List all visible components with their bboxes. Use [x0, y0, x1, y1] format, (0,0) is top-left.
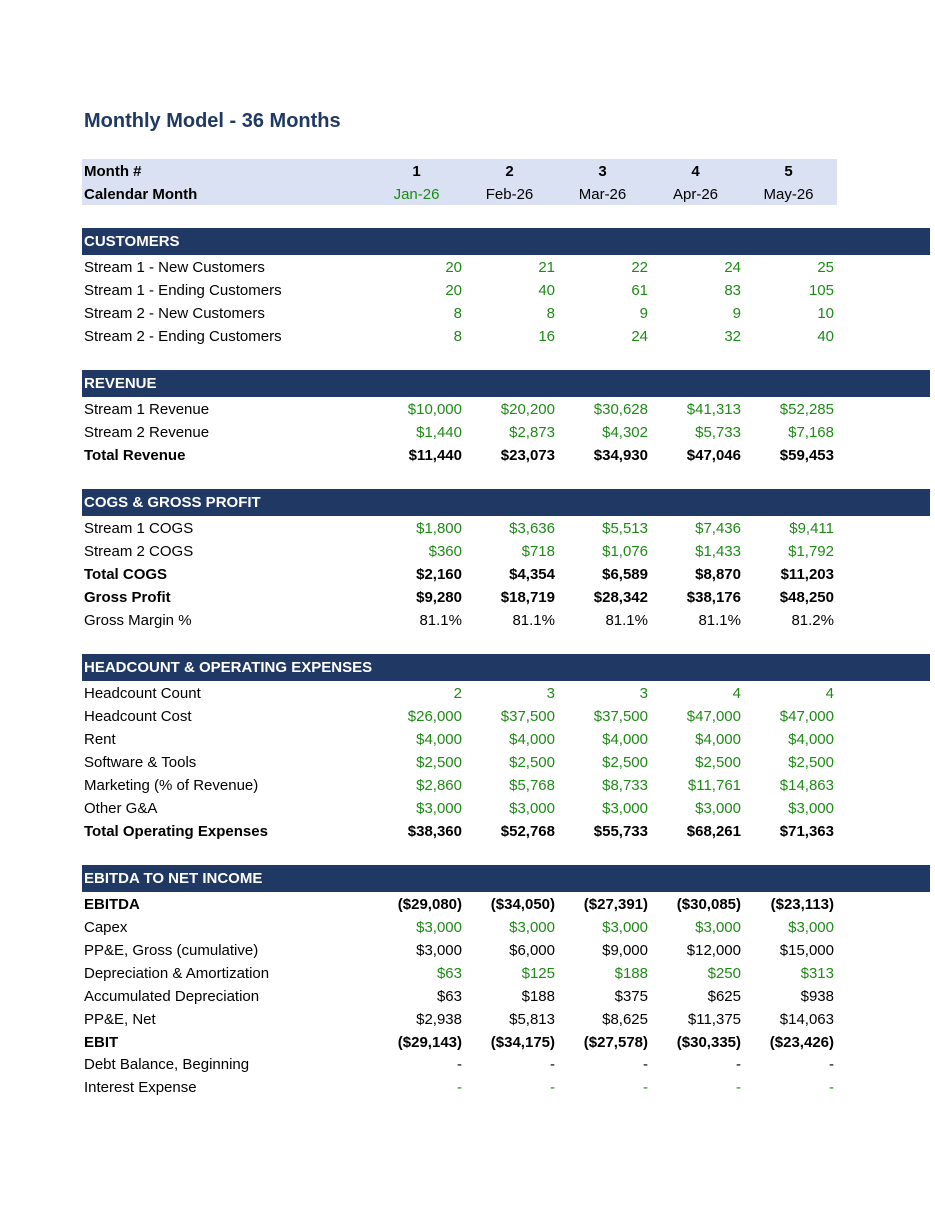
table-cell: 21	[538, 259, 555, 276]
table-cell: $5,733	[695, 424, 741, 441]
table-cell: $37,500	[500, 708, 555, 725]
row-label: Capex	[84, 919, 128, 936]
month-header	[82, 159, 837, 205]
row-label: PP&E, Gross (cumulative)	[84, 942, 259, 959]
table-cell: $4,354	[509, 566, 555, 583]
table-cell: 16	[538, 328, 555, 345]
table-cell: $47,046	[686, 447, 741, 464]
row-label: Rent	[84, 731, 116, 748]
calendar-month-cell: Mar-26	[578, 186, 627, 203]
table-cell: $47,000	[779, 708, 834, 725]
table-cell: $2,500	[695, 754, 741, 771]
table-cell: -	[736, 1056, 741, 1073]
table-cell: -	[457, 1079, 462, 1096]
table-cell: $11,440	[408, 447, 462, 464]
table-cell: $11,203	[780, 566, 834, 583]
table-cell: $313	[800, 965, 834, 982]
section-title: COGS & GROSS PROFIT	[84, 494, 261, 511]
table-cell: $8,733	[602, 777, 648, 794]
table-cell: 9	[639, 305, 648, 322]
section-title: EBITDA TO NET INCOME	[84, 870, 263, 887]
table-cell: $52,768	[500, 823, 555, 840]
table-cell: 40	[538, 282, 555, 299]
section-header-ebitda	[82, 865, 930, 892]
table-cell: 32	[724, 328, 741, 345]
table-cell: $2,500	[788, 754, 834, 771]
table-cell: $3,000	[416, 919, 462, 936]
calendar-month-cell: Apr-26	[672, 186, 719, 203]
table-cell: 20	[445, 259, 462, 276]
row-label: Marketing (% of Revenue)	[84, 777, 259, 794]
table-cell: 81.2%	[791, 612, 834, 629]
table-cell: 2	[453, 685, 462, 702]
table-cell: ($30,085)	[676, 896, 741, 913]
table-cell: ($30,335)	[676, 1034, 741, 1051]
table-cell: $71,363	[779, 823, 834, 840]
table-cell: $4,000	[788, 731, 834, 748]
table-cell: 3	[546, 685, 555, 702]
table-cell: $3,000	[602, 800, 648, 817]
table-cell: $1,440	[416, 424, 462, 441]
table-cell: $4,000	[695, 731, 741, 748]
section-title: HEADCOUNT & OPERATING EXPENSES	[84, 659, 373, 676]
month-number-cell: 2	[505, 163, 514, 180]
row-label: Total COGS	[84, 566, 168, 583]
table-cell: ($34,050)	[490, 896, 555, 913]
row-label: PP&E, Net	[84, 1011, 156, 1028]
table-cell: $360	[428, 543, 462, 560]
table-cell: $47,000	[686, 708, 741, 725]
table-cell: $188	[521, 988, 555, 1005]
row-label: EBITDA	[84, 896, 140, 913]
table-cell: $34,930	[593, 447, 648, 464]
table-cell: 61	[631, 282, 648, 299]
table-cell: 3	[639, 685, 648, 702]
row-label: Gross Profit	[84, 589, 171, 606]
table-cell: $250	[707, 965, 741, 982]
table-cell: ($27,578)	[583, 1034, 648, 1051]
table-cell: $3,000	[788, 800, 834, 817]
table-cell: 81.1%	[419, 612, 462, 629]
table-cell: -	[829, 1079, 834, 1096]
table-cell: $2,160	[416, 566, 462, 583]
table-cell: $4,000	[602, 731, 648, 748]
table-cell: $9,411	[789, 520, 834, 537]
table-cell: $5,768	[509, 777, 555, 794]
table-cell: $2,938	[416, 1011, 462, 1028]
table-cell: $9,000	[602, 942, 648, 959]
table-cell: 81.1%	[605, 612, 648, 629]
table-cell: 81.1%	[698, 612, 741, 629]
table-cell: -	[829, 1056, 834, 1073]
table-cell: $3,000	[416, 942, 462, 959]
table-cell: $28,342	[593, 589, 648, 606]
row-label: Stream 2 COGS	[84, 543, 194, 560]
table-cell: 8	[453, 328, 462, 345]
table-cell: 24	[631, 328, 648, 345]
table-cell: 24	[724, 259, 741, 276]
table-cell: $18,719	[500, 589, 555, 606]
table-cell: $3,636	[509, 520, 555, 537]
table-cell: $68,261	[686, 823, 741, 840]
row-label: Stream 1 COGS	[84, 520, 194, 537]
month-number-cell: 1	[412, 163, 421, 180]
table-cell: $6,589	[602, 566, 648, 583]
table-cell: $2,500	[416, 754, 462, 771]
table-cell: -	[550, 1056, 555, 1073]
table-cell: $9,280	[416, 589, 462, 606]
table-cell: $3,000	[788, 919, 834, 936]
table-cell: $8,870	[695, 566, 741, 583]
month-number-cell: 5	[784, 163, 793, 180]
table-cell: ($34,175)	[490, 1034, 555, 1051]
table-cell: $4,000	[416, 731, 462, 748]
table-cell: $6,000	[509, 942, 555, 959]
month-number-label: Month #	[84, 163, 142, 180]
table-cell: $3,000	[695, 800, 741, 817]
table-cell: $1,800	[416, 520, 462, 537]
table-cell: 81.1%	[512, 612, 555, 629]
table-cell: $3,000	[416, 800, 462, 817]
table-cell: $7,436	[695, 520, 741, 537]
row-label: Other G&A	[84, 800, 158, 817]
table-cell: ($29,143)	[397, 1034, 462, 1051]
table-cell: $30,628	[593, 401, 648, 418]
table-cell: $10,000	[407, 401, 462, 418]
row-label: Stream 1 Revenue	[84, 401, 210, 418]
table-cell: $55,733	[593, 823, 648, 840]
table-cell: $718	[521, 543, 555, 560]
table-cell: ($27,391)	[583, 896, 648, 913]
section-header-opex	[82, 654, 930, 681]
section-header-revenue	[82, 370, 930, 397]
row-label: EBIT	[84, 1034, 119, 1051]
table-cell: 22	[631, 259, 648, 276]
table-cell: $38,360	[407, 823, 462, 840]
table-cell: $3,000	[602, 919, 648, 936]
row-label: Accumulated Depreciation	[84, 988, 260, 1005]
row-label: Depreciation & Amortization	[84, 965, 270, 982]
table-cell: $26,000	[407, 708, 462, 725]
table-cell: 10	[817, 305, 834, 322]
table-cell: $2,860	[416, 777, 462, 794]
table-cell: $8,625	[602, 1011, 648, 1028]
section-title: CUSTOMERS	[84, 233, 180, 250]
row-label: Total Revenue	[84, 447, 186, 464]
table-cell: -	[643, 1079, 648, 1096]
table-cell: $23,073	[500, 447, 555, 464]
row-label: Headcount Count	[84, 685, 201, 702]
table-cell: 4	[825, 685, 834, 702]
table-cell: ($29,080)	[397, 896, 462, 913]
table-cell: $3,000	[509, 919, 555, 936]
page-title: Monthly Model - 36 Months	[84, 110, 341, 132]
table-cell: $20,200	[500, 401, 555, 418]
table-cell: $188	[614, 965, 648, 982]
table-cell: -	[457, 1056, 462, 1073]
table-cell: $938	[800, 988, 834, 1005]
table-cell: $2,500	[509, 754, 555, 771]
table-cell: $3,000	[695, 919, 741, 936]
table-cell: $5,813	[509, 1011, 555, 1028]
table-cell: $125	[521, 965, 555, 982]
table-cell: $375	[614, 988, 648, 1005]
row-label: Debt Balance, Beginning	[84, 1056, 250, 1073]
table-cell: -	[643, 1056, 648, 1073]
table-cell: $11,375	[687, 1011, 741, 1028]
table-cell: $2,873	[509, 424, 555, 441]
table-cell: 8	[453, 305, 462, 322]
table-cell: $4,000	[509, 731, 555, 748]
table-cell: 25	[817, 259, 834, 276]
row-label: Headcount Cost	[84, 708, 192, 725]
table-cell: $4,302	[602, 424, 648, 441]
table-cell: $1,433	[695, 543, 741, 560]
section-header-customers	[82, 228, 930, 255]
table-cell: $48,250	[779, 589, 834, 606]
table-cell: $41,313	[686, 401, 741, 418]
table-cell: $2,500	[602, 754, 648, 771]
table-cell: $3,000	[509, 800, 555, 817]
row-label: Stream 1 - New Customers	[84, 259, 265, 276]
table-cell: -	[550, 1079, 555, 1096]
table-cell: $15,000	[779, 942, 834, 959]
table-cell: 83	[724, 282, 741, 299]
calendar-month-label: Calendar Month	[84, 186, 198, 203]
month-number-cell: 4	[691, 163, 700, 180]
table-cell: $1,076	[602, 543, 648, 560]
row-label: Stream 2 Revenue	[84, 424, 210, 441]
section-header-cogs	[82, 489, 930, 516]
calendar-month-cell: May-26	[763, 186, 814, 203]
table-cell: $14,863	[779, 777, 834, 794]
table-cell: 9	[732, 305, 741, 322]
row-label: Stream 2 - Ending Customers	[84, 328, 282, 345]
table-cell: 20	[445, 282, 462, 299]
table-cell: ($23,426)	[769, 1034, 834, 1051]
row-label: Stream 1 - Ending Customers	[84, 282, 282, 299]
month-number-cell: 3	[598, 163, 607, 180]
table-cell: 8	[546, 305, 555, 322]
row-label: Gross Margin %	[84, 612, 192, 629]
table-cell: 105	[808, 282, 834, 299]
table-cell: $37,500	[593, 708, 648, 725]
row-label: Stream 2 - New Customers	[84, 305, 265, 322]
row-label: Total Operating Expenses	[84, 823, 268, 840]
table-cell: $63	[436, 988, 462, 1005]
table-cell: ($23,113)	[770, 896, 834, 913]
row-label: Software & Tools	[84, 754, 197, 771]
table-cell: $11,761	[687, 777, 741, 794]
section-title: REVENUE	[84, 375, 157, 392]
table-cell: $12,000	[686, 942, 741, 959]
table-cell: $5,513	[602, 520, 648, 537]
calendar-month-cell: Feb-26	[485, 186, 534, 203]
table-cell: $14,063	[779, 1011, 834, 1028]
table-cell: $59,453	[779, 447, 834, 464]
table-cell: -	[736, 1079, 741, 1096]
table-cell: $7,168	[788, 424, 834, 441]
row-label: Interest Expense	[84, 1079, 197, 1096]
table-cell: $38,176	[686, 589, 741, 606]
table-cell: 4	[732, 685, 741, 702]
table-cell: $63	[436, 965, 462, 982]
table-cell: $52,285	[779, 401, 834, 418]
table-cell: $625	[707, 988, 741, 1005]
table-cell: $1,792	[788, 543, 834, 560]
calendar-month-cell: Jan-26	[393, 186, 440, 203]
table-cell: 40	[817, 328, 834, 345]
